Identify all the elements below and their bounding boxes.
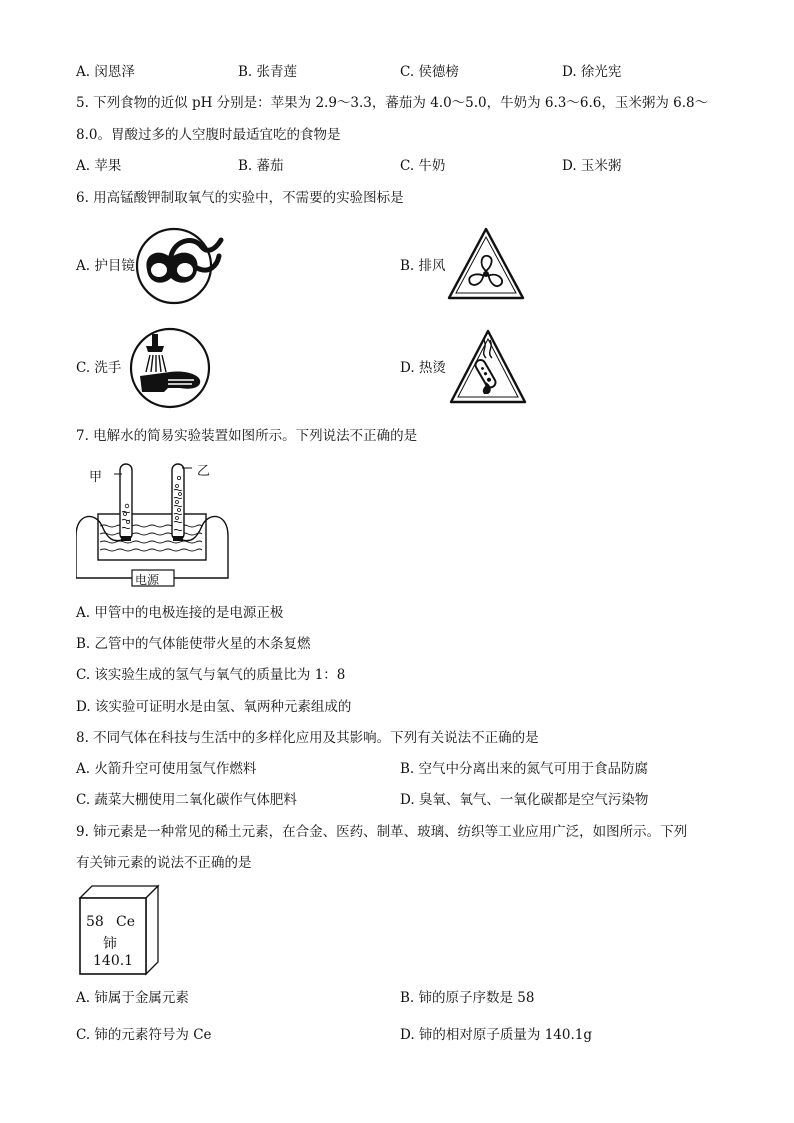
power-source-label: 电源 (135, 573, 160, 587)
q6-option-b: B. 排风 (400, 258, 446, 274)
q8-option-d: D. 臭氧、氧气、一氧化碳都是空气污染物 (400, 792, 649, 808)
q6-option-d: D. 热烫 (400, 360, 446, 376)
q8-option-a: A. 火箭升空可使用氢气作燃料 (76, 761, 257, 777)
q6-option-c: C. 洗手 (76, 360, 122, 376)
element-atomic-number: 58 (86, 914, 104, 930)
q7-option-d: D. 该实验可证明水是由氢、氧两种元素组成的 (76, 699, 352, 715)
element-name: 铈 (103, 936, 117, 952)
q5-option-d: D. 玉米粥 (562, 158, 622, 174)
goggles-icon (135, 226, 227, 306)
q8-stem: 8. 不同气体在科技与生活中的多样化应用及其影响。下列有关说法不正确的是 (76, 730, 539, 746)
q7-option-a: A. 甲管中的电极连接的是电源正极 (76, 605, 284, 621)
q8-option-c: C. 蔬菜大棚使用二氧化碳作气体肥料 (76, 792, 297, 808)
q9-option-b: B. 铈的原子序数是 58 (400, 990, 535, 1006)
element-atomic-mass: 140.1 (93, 953, 134, 969)
q4-option-d: D. 徐光宪 (562, 64, 622, 80)
element-cerium-cell (78, 884, 160, 976)
q9-option-a: A. 铈属于金属元素 (76, 990, 189, 1006)
electrolysis-apparatus-figure (76, 456, 236, 592)
element-symbol: Ce (116, 914, 135, 930)
exhaust-fan-icon (446, 226, 526, 302)
tube-label-jia: 甲 (89, 470, 103, 485)
q5-stem-line1: 5. 下列食物的近似 pH 分别是：苹果为 2.9～3.3，蕃茄为 4.0～5.0，牛奶为 6.3～6.6，玉米粥为 6.8～ (76, 95, 709, 111)
q9-option-d: D. 铈的相对原子质量为 140.1g (400, 1027, 593, 1043)
q4-option-c: C. 侯德榜 (400, 64, 459, 80)
q5-option-c: C. 牛奶 (400, 158, 446, 174)
q8-option-b: B. 空气中分离出来的氮气可用于食品防腐 (400, 761, 649, 777)
q6-option-a: A. 护目镜 (76, 258, 135, 274)
hot-surface-icon (448, 328, 528, 406)
q9-option-c: C. 铈的元素符号为 Ce (76, 1027, 212, 1043)
q7-option-b: B. 乙管中的气体能使带火星的木条复燃 (76, 636, 311, 652)
q4-option-b: B. 张青莲 (238, 64, 298, 80)
q5-option-a: A. 苹果 (76, 158, 122, 174)
q9-stem-line2: 有关铈元素的说法不正确的是 (76, 855, 252, 871)
tube-label-yi: 乙 (197, 464, 211, 479)
hand-washing-icon (128, 326, 212, 410)
q9-stem-line1: 9. 铈元素是一种常见的稀土元素，在合金、医药、制革、玻璃、纺织等工业应用广泛，如图所示。下列 (76, 824, 688, 840)
q7-stem: 7. 电解水的简易实验装置如图所示。下列说法不正确的是 (76, 428, 418, 444)
q4-option-a: A. 闵恩泽 (76, 64, 135, 80)
q5-option-b: B. 蕃茄 (238, 158, 284, 174)
q5-stem-line2: 8.0。胃酸过多的人空腹时最适宜吃的食物是 (76, 127, 341, 143)
q7-option-c: C. 该实验生成的氢气与氧气的质量比为 1：8 (76, 667, 346, 683)
q6-stem: 6. 用高锰酸钾制取氧气的实验中，不需要的实验图标是 (76, 190, 404, 206)
